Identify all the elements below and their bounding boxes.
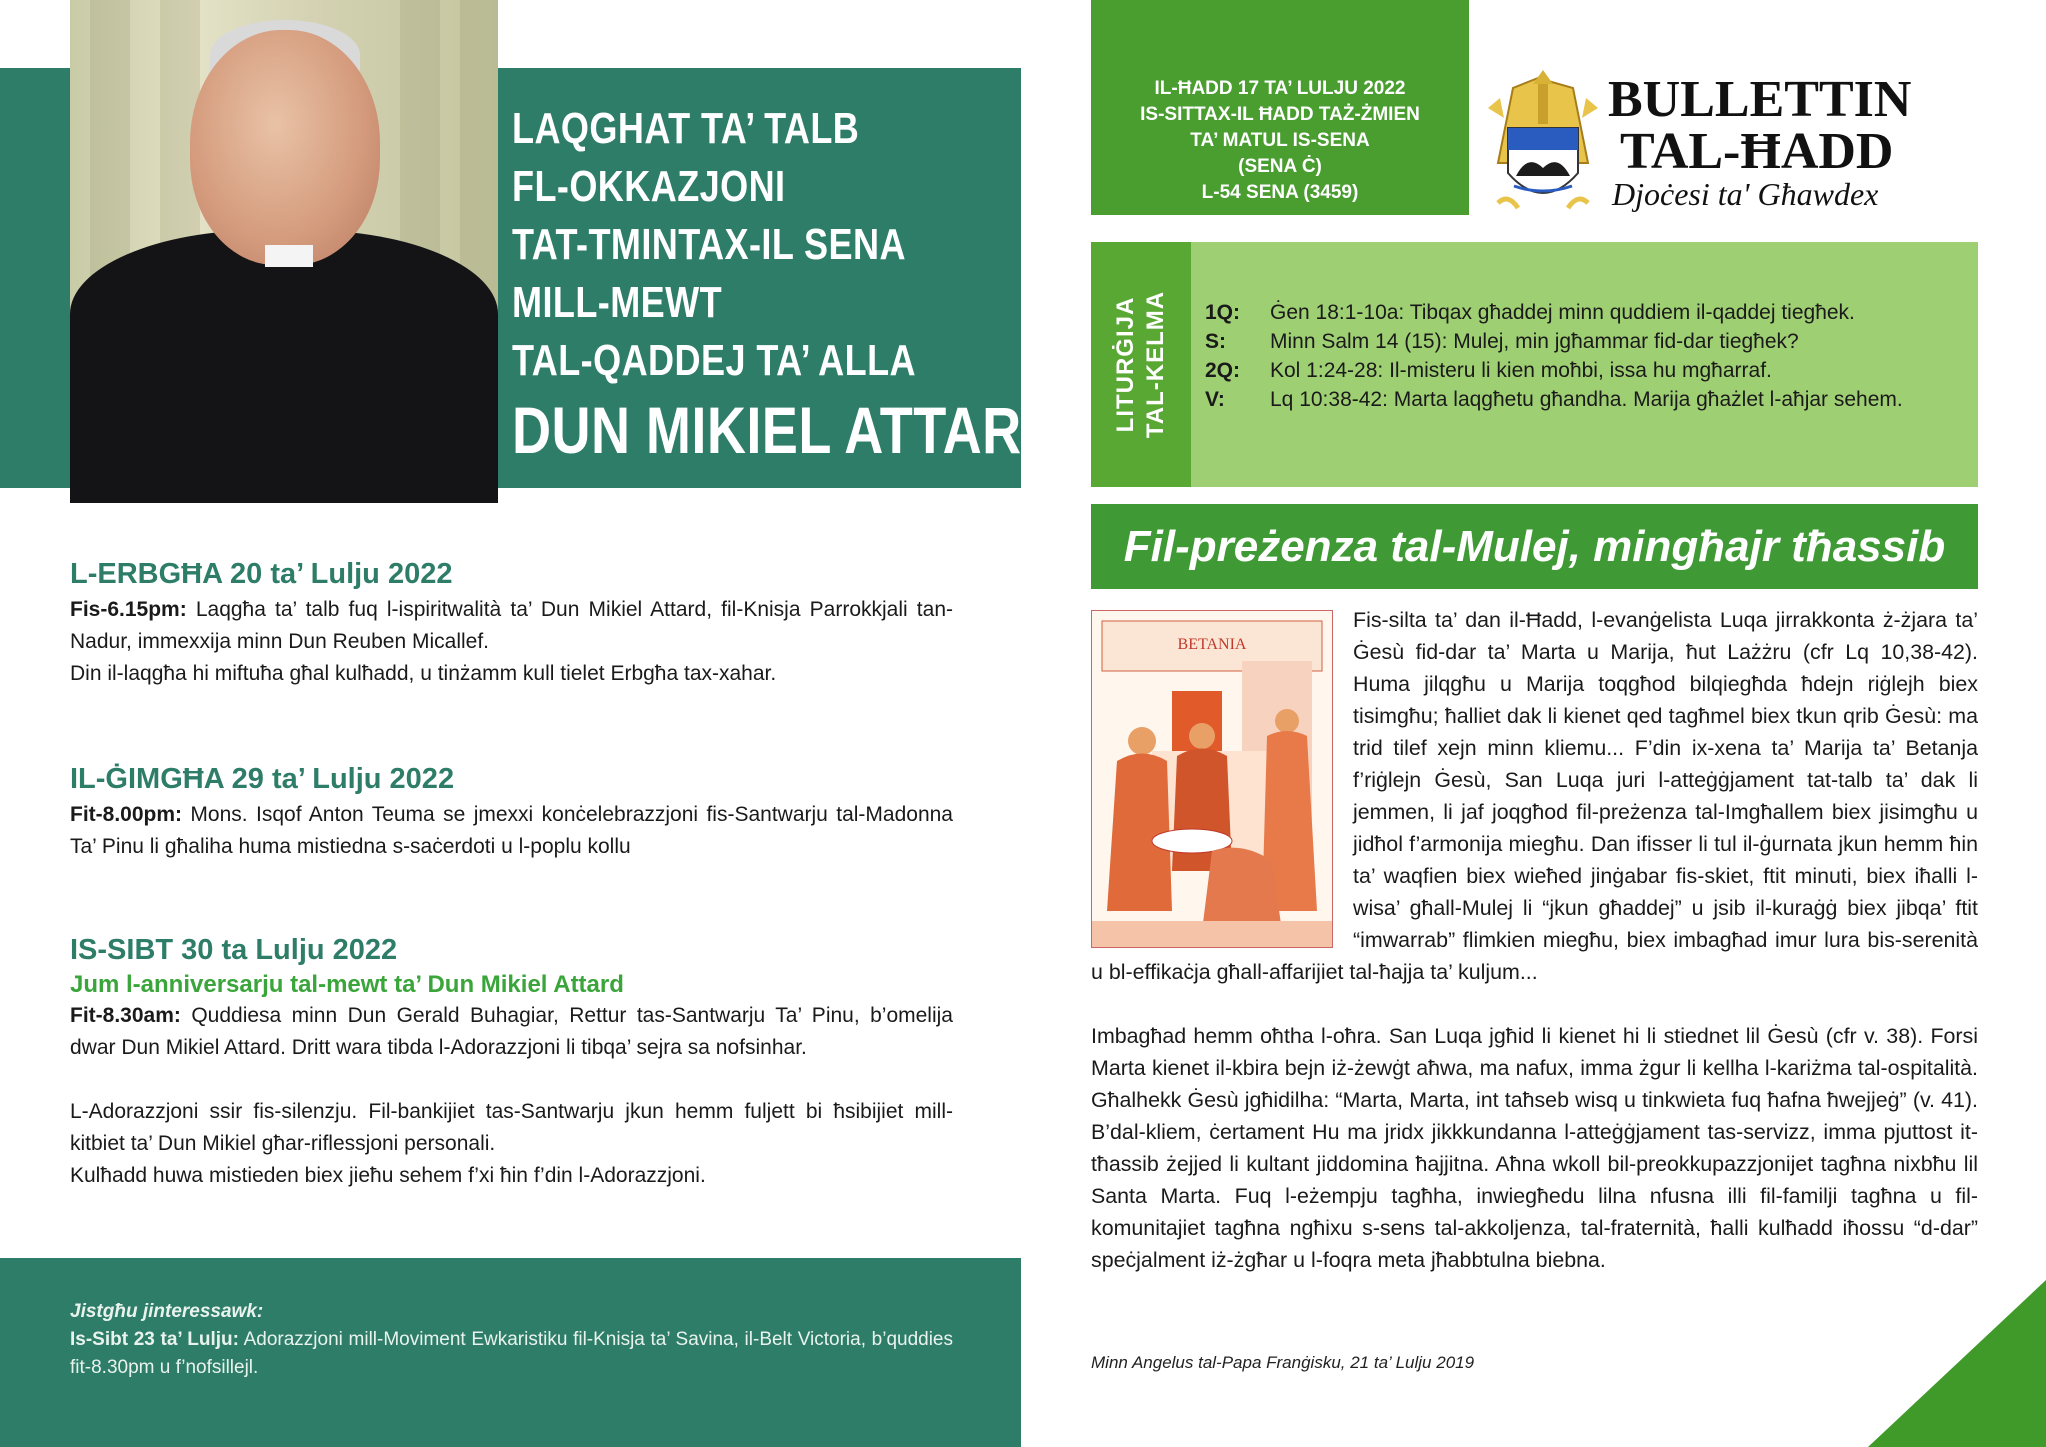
date-line: TA’ MATUL IS-SENA	[1190, 130, 1370, 151]
diocese-crest-icon	[1478, 68, 1608, 218]
event-block-1	[70, 554, 953, 690]
event-extra: Din il-laqgħa hi miftuħa għal kulħadd, u tinżamm kull tielet Erbgħa tax-xahar.	[70, 662, 777, 685]
article-paragraph: Imbagħad hemm oħtha l-oħra. San Luqa jgħid li kienet hi li stiednet lil Ġesù (cfr v. 38). Forsi Marta kienet il-kbira bejn iż-żewġt aħwa, ma nafux, imma żgur li kellha l-kariżma tal-ospitalità. Għalhekk Ġesù jgħidilha: “Marta, Marta, int taħseb wisq u tinkwieta fuq ħafna ħwejjeġ” (v. 41). B’dal-kliem, ċertament Hu ma jridx jikkkundanna l-atteġġjament tas-servizz, imma pjuttost it-tħassib żejjed li kultant jiddomina ħajjitna. Aħna wkoll bil-preokkupazzjonijet tagħna nixbħu lil Santa Marta. Fuq l-eżempju tagħha, inwiegħedu lilna nfusna illi fil-familji tagħna u fil-komunitajiet tagħna ngħixu s-sens tal-akkoljenza, tal-fraternità, ħalli kulħadd iħossu “d-dar” speċjalment iż-żgħar u l-foqra meta jħabbtulna biebna.	[1091, 1024, 1978, 1272]
reading-text: Lq 10:38-42: Marta laqgħetu għandha. Marija għażlet l-aħjar sehem.	[1270, 388, 1903, 411]
reading-row	[1205, 298, 1963, 327]
event-time: Fit-8.30am:	[70, 1004, 181, 1027]
date-line: IS-SITTAX-IL ĦADD TAŻ-ŻMIEN	[1140, 104, 1420, 125]
fresco-caption: BETANIA	[1177, 636, 1247, 653]
reading-text: Minn Salm 14 (15): Mulej, min jgħammar fid-dar tiegħek?	[1270, 330, 1799, 353]
event-text: Laqgħa ta’ talb fuq l-ispiritwalità ta’ Dun Mikiel Attard, fil-Knisja Parrokkjali tan-Nadur, immexxija minn Dun Reuben Micallef.	[70, 598, 953, 653]
article-paragraph: Fis-silta ta’ dan il-Ħadd, l-evanġelista Luqa jirrakkonta ż-żjara ta’ Ġesù fid-dar ta’ Marta u Marija, ħut Lażżru (cfr Lq 10,38-42). Huma jilqgħu u Marija toqgħod bilqiegħda ħdejn riġlejh biex tisimgħu; ħalliet dak li kienet qed tagħmel biex tkun qrib Ġesù: ma trid tilef xejn minn kliemu... F’din ix-xena ta’ Marija ta’ Betanja f’riġlejn Ġesù, San Luqa juri l-atteġġjament tat-talb ta’ dak li jemmen, li jaf joqgħod fil-preżenza tal-Imgħallem biex jisimgħu u jidħol f’armonija miegħu. Dan ifisser li tul il-ġurnata jkun hemm ħin ta’ waqfien biex wieħed jinġabar fis-skiet, ftit minuti, biex iħalli l-wisa’ għall-Mulej li “jkun għaddej” u jsib il-kuraġġ biex jibqa’ ftit “imwarrab” flimkien miegħu, biex imbagħad imur lura bis-serenità u bl-effikaċja għall-affarijiet tal-ħajja ta’ kuljum...	[1091, 608, 1978, 984]
reading-text: Kol 1:24-28: Il-misteru li kien moħbi, issa hu mgħarraf.	[1270, 359, 1772, 382]
date-line: L-54 SENA (3459)	[1201, 182, 1359, 203]
event-heading: L-ERBGĦA 20 ta’ Lulju 2022	[70, 558, 453, 590]
liturgy-label-band	[1091, 242, 1191, 487]
corner-decoration	[1868, 1280, 2046, 1447]
masthead-line-2: TAL-ĦADD	[1620, 123, 1894, 180]
reading-key: V:	[1205, 388, 1225, 411]
liturgy-label: LITURĠIJA	[1112, 296, 1139, 433]
event-para: L-Adorazzjoni ssir fis-silenzju. Fil-bankijiet tas-Santwarju jkun hemm fuljett bi ħsibijiet mill-kitbiet ta’ Dun Mikiel għar-riflessjoni personali.	[70, 1100, 953, 1155]
portrait-photo	[70, 0, 498, 503]
hero-line: MILL-MEWT	[512, 278, 723, 327]
event-subheading: Jum l-anniversarju tal-mewt ta’ Dun Mikiel Attard	[70, 971, 624, 998]
masthead-title	[1608, 71, 1912, 180]
readings-list	[1205, 298, 1963, 414]
reading-key: S:	[1205, 330, 1226, 353]
masthead-line-1: BULLETTIN	[1608, 71, 1912, 128]
reading-row	[1205, 327, 1963, 356]
article-body	[1091, 604, 1978, 1276]
date-line: IL-ĦADD 17 TA’ LULJU 2022	[1154, 78, 1406, 99]
hero-name: DUN MIKIEL ATTARD	[512, 393, 1062, 467]
footer-date: Is-Sibt 23 ta’ Lulju:	[70, 1329, 239, 1350]
event-heading: IL-ĠIMGĦA 29 ta’ Lulju 2022	[70, 763, 455, 795]
hero-line: TAT-TMINTAX-IL SENA	[512, 220, 906, 269]
liturgy-label: TAL-KELMA	[1142, 290, 1169, 439]
hero-title	[512, 100, 1062, 470]
event-block-2	[70, 759, 953, 863]
reading-key: 2Q:	[1205, 359, 1241, 382]
reading-row	[1205, 385, 1963, 414]
event-para: Kulħadd huwa mistieden biex jieħu sehem f’xi ħin f’din l-Adorazzjoni.	[70, 1164, 706, 1187]
reading-text: Ġen 18:1-10a: Tibqax għaddej minn quddiem il-qaddej tiegħek.	[1270, 301, 1855, 324]
hero-line: LAQGHAT TA’ TALB	[512, 104, 860, 153]
date-line: (SENA Ċ)	[1238, 156, 1322, 177]
masthead-subtitle: Djoċesi ta' Għawdex	[1612, 176, 1879, 212]
event-text: Mons. Isqof Anton Teuma se jmexxi konċelebrazzjoni fis-Santwarju tal-Madonna Ta’ Pinu li għaliha huma mistiedna s-saċerdoti u l-poplu kollu	[70, 803, 953, 858]
article-headline: Fil-preżenza tal-Mulej, mingħajr tħassib	[1091, 504, 1978, 589]
footer-text: Adorazzjoni mill-Moviment Ewkaristiku fil-Knisja ta’ Savina, il-Belt Victoria, b’quddies fit-8.30pm u f’nofsillejl.	[70, 1329, 953, 1378]
event-time: Fis-6.15pm:	[70, 598, 187, 621]
event-block-3	[70, 930, 953, 1192]
hero-line: FL-OKKAZJONI	[512, 162, 786, 211]
reading-key: 1Q:	[1205, 301, 1241, 324]
date-box	[1091, 0, 1469, 215]
article-source: Minn Angelus tal-Papa Franġisku, 21 ta’ Lulju 2019	[1091, 1353, 1475, 1372]
hero-line: TAL-QADDEJ TA’ ALLA	[512, 336, 916, 385]
event-time: Fit-8.00pm:	[70, 803, 183, 826]
footer-title: Jistgħu jinteressawk:	[70, 1301, 264, 1322]
event-text: Quddiesa minn Dun Gerald Buhagiar, Rettur tas-Santwarju Ta’ Pinu, b’omelija dwar Dun Mikiel Attard. Dritt wara tibda l-Adorazzjoni li tibqa’ sejra sa nofsinhar.	[70, 1004, 953, 1059]
footer-band	[0, 1258, 1021, 1447]
event-heading: IS-SIBT 30 ta Lulju 2022	[70, 934, 398, 966]
reading-row	[1205, 356, 1963, 385]
